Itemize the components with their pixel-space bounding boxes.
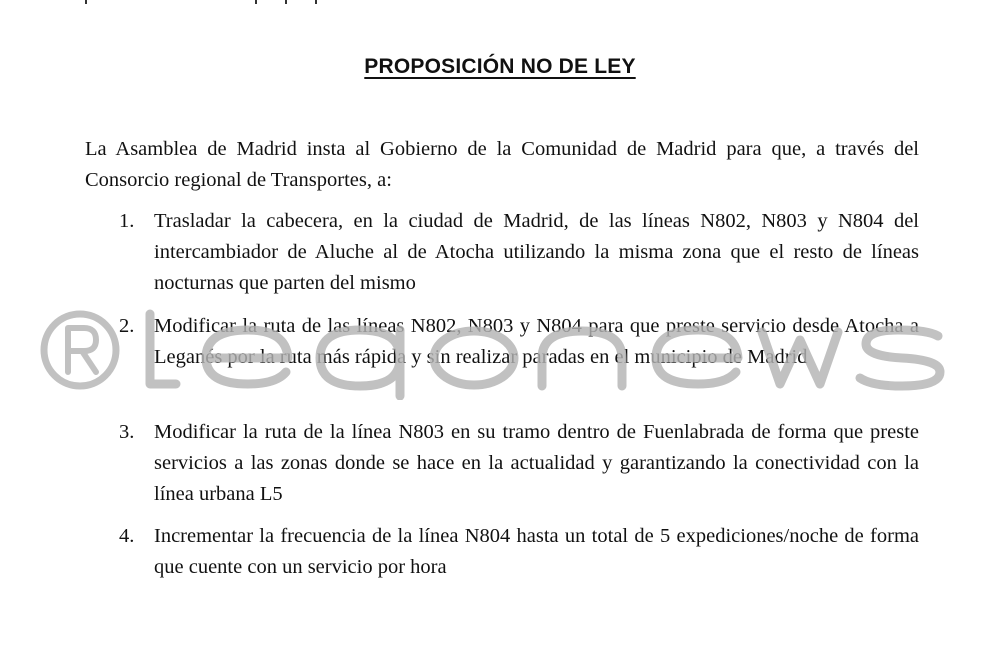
list-item-number: 1. [119,210,135,232]
list-item-number: 3. [119,421,135,443]
list-item [85,311,919,373]
list-item-number: 2. [119,315,135,337]
list-item [85,206,919,299]
list-item-text: Modificar la ruta de las líneas N802, N803 y N804 para que preste servicio desde Atocha a Leganés por la ruta más rápida y sin realizar paradas en el municipio de Madrid [154,315,919,368]
list-item [85,521,919,583]
list-item [85,417,919,510]
document-title: PROPOSICIÓN NO DE LEY [364,55,636,78]
list-item-number: 4. [119,525,135,547]
list-item-text: Incrementar la frecuencia de la línea N804 hasta un total de 5 expediciones/noche de forma que cuente con un servicio por hora [154,525,919,578]
list-item-text: Modificar la ruta de la línea N803 en su tramo dentro de Fuenlabrada de forma que preste servicios a las zonas donde se hace en la actualidad y garantizando la conectividad con la línea urbana L5 [154,421,919,505]
intro-paragraph: La Asamblea de Madrid insta al Gobierno de la Comunidad de Madrid para que, a través del Consorcio regional de Transportes, a: [85,138,919,191]
list-item-text: Trasladar la cabecera, en la ciudad de Madrid, de las líneas N802, N803 y N804 del intercambiador de Aluche al de Atocha utilizando la misma zona que el resto de líneas nocturnas que parten del mismo [154,210,919,294]
page-top-edge-marks [0,0,990,6]
